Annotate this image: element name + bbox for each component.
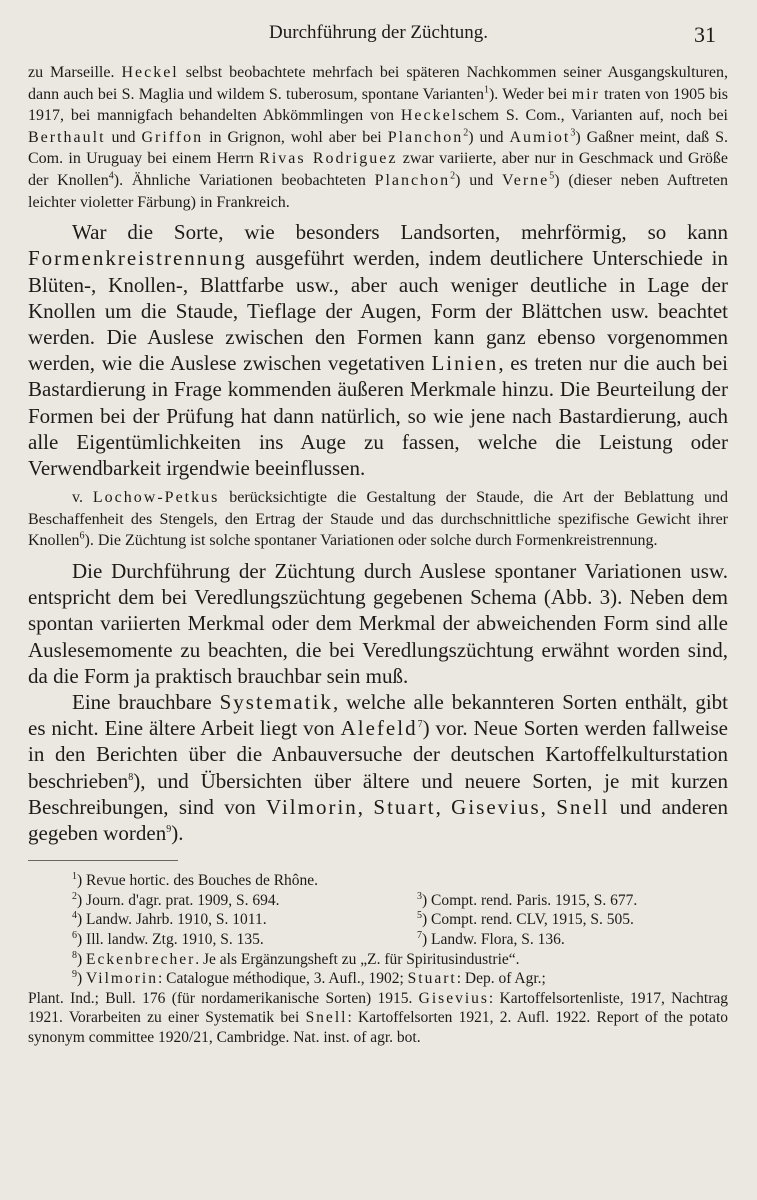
author-name: Rivas Rodriguez (259, 150, 398, 168)
text-run: , (435, 794, 452, 819)
footnote-divider (28, 860, 178, 861)
author-name: Stuart (407, 970, 457, 988)
text-run: ) und (455, 171, 502, 189)
author-name: Verne (501, 171, 550, 189)
footnote-ref: 2 (463, 127, 469, 139)
footnote-ref: 7 (417, 719, 423, 731)
author-name: Eckenbrecher (86, 950, 196, 968)
author-name: Heckel (121, 64, 179, 81)
text-run: , welche alle bekannteren Sorten enthält, gibt es nicht. Eine ältere Arbeit liegt von (28, 689, 728, 741)
footnote-2 (28, 891, 417, 911)
footnote-number: 1 (72, 871, 77, 883)
footnote-5 (417, 910, 728, 930)
footnote-text: ) Ill. landw. Ztg. 1910, S. 135. (77, 930, 264, 948)
text-run: in Grignon, wohl aber bei (203, 128, 388, 146)
text-run: ). (171, 821, 184, 845)
footnote-ref: 1 (483, 84, 489, 96)
text-run: , (357, 794, 374, 819)
author-name: Stuart (373, 794, 436, 819)
text-run: traten von 1905 bis 1917, bei mannigfach behandelten Abkömmlingen von (28, 85, 729, 125)
paragraph-5 (28, 689, 728, 846)
footnote-number: 4 (72, 910, 77, 922)
text-run: ) (dieser neben Auftreten leichter violetter Färbung) in Frankreich. (28, 171, 728, 211)
paragraph-4: Die Durchführung der Züchtung durch Auslese spontaner Variationen usw. entspricht dem bei Veredlungszüchtung gegebenen Schema (Abb. 3). Neben dem spontan variierten Merkmal oder dem Merkmal der abweichenden Form sind alle Auslesemomente zu beachten, die bei Veredlungszüchtung erwähnt worden sind, da die Form ja praktisch brauchbar sein muß. (28, 558, 728, 688)
footnote-4 (28, 910, 417, 930)
footnote-ref: 4 (108, 170, 114, 182)
author-name: mir (571, 85, 600, 103)
author-name: Planchon (374, 171, 451, 189)
text-run: ) und (468, 128, 510, 146)
author-name: Lochow-Petkus (92, 489, 220, 507)
footnote-text: : Catalogue méthodique, 3. Aufl., 1902; (157, 970, 408, 988)
paragraph-3 (28, 487, 728, 552)
running-title: Durchführung der Züchtung. (269, 22, 488, 43)
author-name: Snell (556, 794, 610, 819)
footnote-row (28, 891, 728, 911)
author-name: Berthault (28, 128, 106, 146)
footnote-number: 6 (72, 929, 77, 941)
author-name: Planchon (387, 128, 464, 146)
author-name: Gisevius (418, 989, 489, 1007)
footnote-row (28, 930, 728, 950)
footnote-text: ) Compt. rend. CLV, 1915, S. 505. (422, 911, 634, 929)
author-name: Aumiot (509, 128, 571, 146)
footnote-3 (417, 891, 728, 911)
footnote-ref: 2 (450, 170, 456, 182)
footnote-text: ) Revue hortic. des Bouches de Rhône. (77, 872, 319, 890)
text-run: schem S. Com., Varianten auf, noch bei (458, 107, 729, 125)
footnote-8: $^8$) Eckenbrecher. Je als Ergänzungsheft zu „Z. für Spiritusindustrie“. (72, 949, 520, 968)
footnote-ref: 9 (166, 824, 172, 835)
footnote-number: 8 (72, 949, 77, 961)
footnote-ref: 3 (570, 127, 576, 139)
text-run: ), und Übersichten über ältere und neuere Sorten, je mit kurzen Beschreibungen, sind von (28, 768, 728, 819)
text-run: und (105, 128, 142, 146)
text-run: , es treten nur die auch bei Bastardierung in Frage kommenden äußeren Merkmale hinzu. Die Beurteilung der Formen bei der Prüfung hat dann natürlich, so wie jene nach Bastardierung, auch alle Eigentümlichkeiten ins Auge zu fassen, welche die Leistung oder Verwendbarkeit irgendwie beeinflussen. (28, 351, 728, 480)
footnote-text: Plant. Ind.; Bull. 176 (für nordamerikanische Sorten) 1915. (28, 989, 419, 1007)
page-number: 31 (694, 22, 716, 47)
page-body (28, 62, 728, 1048)
text-run: ) Gaßner meint, daß S. Com. in Uruguay bei einem Herrn (28, 128, 729, 168)
paragraph-2 (28, 219, 728, 481)
author-name: Griffon (141, 128, 204, 146)
author-name: Heckel (400, 107, 459, 125)
footnote-1 (28, 871, 728, 891)
paragraph-1 (28, 62, 728, 213)
text-run: War die Sorte, wie besonders Landsorten, mehrförmig, so kann (72, 220, 728, 245)
footnote-number: 9 (72, 969, 77, 981)
footnote-text: : Kartoffelsortenliste, 1917, Nachtrag 1921. Vorarbeiten zu einer Systematik bei (28, 989, 728, 1027)
text-run: ). Die Züchtung ist solche spontaner Variationen oder solche durch Formenkreistrennung. (84, 532, 658, 550)
footnote-text: : Dep. of Agr.; (456, 970, 546, 988)
author-name: Vilmorin (266, 794, 358, 819)
text-run: ). Weder bei (488, 85, 572, 103)
footnote-ref: 8 (128, 771, 134, 783)
text-run: selbst beobachtete mehrfach bei späteren Nachkommen seiner Ausgangskulturen, dann auch bei S. Maglia und wildem S. tuberosum, spontane Varianten (28, 64, 728, 103)
footnote-number: 5 (417, 910, 422, 922)
footnote-number: 3 (417, 890, 422, 902)
footnote-text: . Je als Ergänzungsheft zu „Z. für Spiritusindustrie“. (195, 950, 520, 968)
footnote-row (28, 910, 728, 930)
text-run: , (540, 794, 557, 819)
footnote-ref: 6 (79, 531, 85, 543)
text-run: ) vor. Neue Sorten werden fallweise in den Berichten über die Anbauversuche der deutschen Kartoffelkulturstation beschrieben (28, 716, 729, 793)
footnote-6 (28, 930, 417, 950)
text-run: v. (72, 489, 93, 507)
footnote-7 (417, 930, 728, 950)
footnote-9: $^9$) Vilmorin: Catalogue méthodique, 3. Aufl., 1902; Stuart: Dep. of Agr.; (72, 969, 546, 988)
footnotes (28, 871, 728, 1047)
running-header (0, 22, 757, 52)
footnote-text: ) Journ. d'agr. prat. 1909, S. 694. (77, 891, 280, 909)
text-run: ). Ähnliche Variationen beobachteten (113, 171, 375, 189)
footnote-text: : Kartoffelsorten 1921, 2. Aufl. 1922. Report of the potato synonym committee 1920/21, Cambridge. Nat. inst. of agr. bot. (28, 1009, 728, 1046)
author-name: Gisevius (451, 794, 541, 819)
footnote-ref: 5 (549, 170, 555, 182)
footnote-text: ) Compt. rend. Paris. 1915, S. 677. (422, 891, 638, 909)
author-name: Vilmorin (86, 970, 158, 988)
footnote-text: ) Landw. Flora, S. 136. (422, 930, 565, 948)
footnote-number: 2 (72, 890, 77, 902)
emphasized-term: Systematik (219, 689, 333, 714)
text-run: ausgeführt werden, indem deutlichere Unterschiede in Blüten-, Knollen-, Blattfarbe usw., aber auch weniger deutliche in Lage der Knollen um die Staude, Tieflage der Augen, Form der Blättchen usw. beachtet werden. Die Auslese zwischen den Formen kann ganz ebenso vorgenommen werden, wie die Auslese zwischen vegetativen (28, 246, 728, 376)
footnote-text: ) Landw. Jahrb. 1910, S. 1011. (77, 911, 267, 929)
author-name: Snell (305, 1009, 348, 1027)
text-run: Eine brauchbare (72, 689, 220, 714)
text-run: zu Marseille. (28, 64, 122, 81)
emphasized-term: Linien (431, 351, 499, 376)
text-run: berücksichtigte die Gestaltung der Staude, die Art der Beblattung und Beschaffenheit des Stengels, den Ertrag der Staude und das durchschnittliche spezifische Gewicht ihrer Knollen (28, 489, 728, 550)
emphasized-term: Formenkreistrennung (28, 246, 247, 271)
text-run: zwar variierte, aber nur in Geschmack und Größe der Knollen (28, 150, 729, 189)
text-run: und anderen gegeben worden (28, 794, 729, 845)
footnote-9-continued (28, 989, 728, 1048)
author-name: Alefeld (340, 716, 418, 741)
footnote-number: 7 (417, 929, 422, 941)
